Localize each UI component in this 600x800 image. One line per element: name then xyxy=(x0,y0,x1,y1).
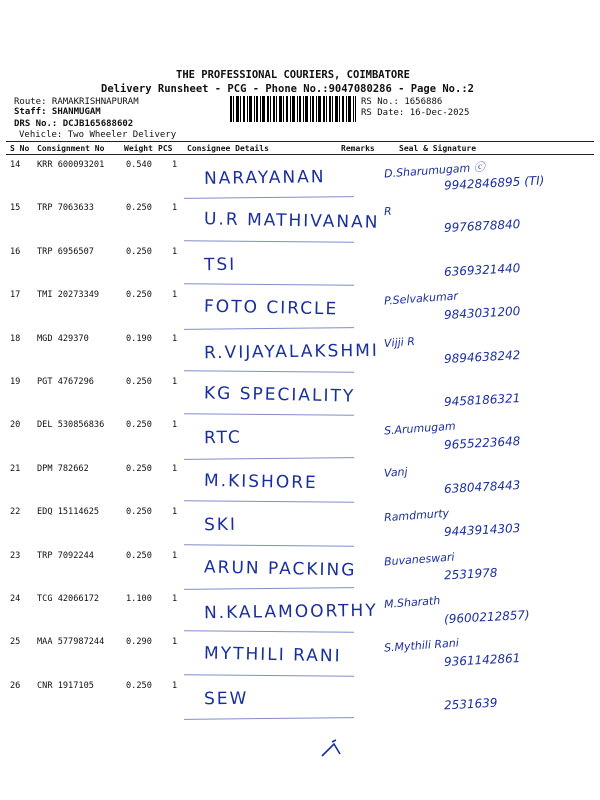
row-phone-handwritten: 9942846895 (TI) xyxy=(443,173,545,193)
pen-mark xyxy=(318,738,348,760)
row-divider xyxy=(184,587,354,590)
row-sno: 25 xyxy=(10,637,21,648)
row-phone-handwritten: 2531639 xyxy=(443,695,498,713)
row-sno: 20 xyxy=(10,420,21,431)
row-consignment-no: MGD 429370 xyxy=(37,333,89,344)
row-pcs: 1 xyxy=(172,333,178,344)
row-weight: 0.250 xyxy=(126,507,152,518)
row-phone-handwritten: 9655223648 xyxy=(443,434,521,453)
row-sno: 18 xyxy=(10,333,21,344)
row-consignee-handwritten: U.R MATHIVANAN xyxy=(203,209,380,234)
row-consignee-handwritten: N.KALAMOORTHY xyxy=(203,600,378,624)
row-sno: 19 xyxy=(10,377,21,387)
row-pcs: 1 xyxy=(172,290,178,301)
row-sno: 21 xyxy=(10,463,21,474)
row-sno: 24 xyxy=(10,594,21,604)
row-consignee-handwritten: FOTO CIRCLE xyxy=(203,296,339,320)
row-weight: 0.250 xyxy=(126,420,152,431)
row-phone-handwritten: 9458186321 xyxy=(443,391,521,409)
row-sno: 17 xyxy=(10,290,21,301)
row-weight: 0.250 xyxy=(126,377,152,387)
row-pcs: 1 xyxy=(172,680,178,691)
row-consignee-handwritten: R.VIJAYALAKSHMI xyxy=(203,340,380,363)
row-divider xyxy=(184,674,354,676)
row-pcs: 1 xyxy=(172,637,178,648)
row-signature-handwritten: Buvaneswari xyxy=(383,550,455,569)
row-divider xyxy=(184,327,354,330)
row-consignee-handwritten: RTC xyxy=(203,428,242,449)
row-divider xyxy=(184,283,354,285)
row-consignment-no: TCG 42066172 xyxy=(37,594,100,604)
row-sno: 14 xyxy=(10,160,21,170)
row-phone-handwritten: 9361142861 xyxy=(443,651,521,670)
row-phone-handwritten: 9443914303 xyxy=(443,521,521,540)
row-divider xyxy=(184,457,354,460)
row-phone-handwritten: 6380478443 xyxy=(443,477,521,496)
row-consignee-handwritten: KG SPECIALITY xyxy=(203,383,356,407)
row-consignment-no: TRP 7063633 xyxy=(37,203,94,214)
vehicle-label: Vehicle: Two Wheeler Delivery xyxy=(19,130,177,140)
row-weight: 0.250 xyxy=(126,463,152,474)
row-phone-handwritten: 2531978 xyxy=(443,565,498,582)
col-sno: S No xyxy=(10,144,30,153)
row-pcs: 1 xyxy=(172,203,178,214)
company-title: THE PROFESSIONAL COURIERS, COIMBATORE xyxy=(176,69,410,81)
row-signature-handwritten: Vijji R xyxy=(383,334,416,350)
row-signature-handwritten: D.Sharumugam ⓒ xyxy=(383,160,486,181)
row-signature-handwritten: S.Mythili Rani xyxy=(383,636,460,655)
row-weight: 0.250 xyxy=(126,680,152,691)
row-consignment-no: PGT 4767296 xyxy=(37,377,94,387)
col-pcs: PCS xyxy=(158,144,173,153)
row-divider xyxy=(184,544,354,546)
row-divider xyxy=(184,500,354,502)
row-consignee-handwritten: MYTHILI RANI xyxy=(203,643,342,667)
row-consignee-handwritten: ARUN PACKING xyxy=(203,556,357,581)
row-pcs: 1 xyxy=(172,550,178,561)
row-sno: 15 xyxy=(10,203,21,214)
rs-number: RS No.: 1656886 xyxy=(361,97,443,107)
row-pcs: 1 xyxy=(172,246,178,257)
row-weight: 0.250 xyxy=(126,550,152,561)
barcode-image xyxy=(230,96,356,122)
row-divider xyxy=(184,631,354,633)
row-signature-handwritten: Vanj xyxy=(383,464,409,480)
row-divider xyxy=(184,414,354,416)
header-top-rule xyxy=(6,141,594,142)
row-sno: 23 xyxy=(10,550,21,561)
route-label: Route: RAMAKRISHNAPURAM xyxy=(14,97,139,107)
row-divider xyxy=(184,240,354,242)
row-consignee-handwritten: NARAYANAN xyxy=(203,167,326,189)
row-signature-handwritten: R xyxy=(383,205,393,219)
row-phone-handwritten: 9843031200 xyxy=(443,304,521,323)
staff-label: Staff: SHANMUGAM xyxy=(14,107,101,117)
row-consignee-handwritten: TSI xyxy=(203,254,237,276)
row-phone-handwritten: 9894638242 xyxy=(443,347,521,366)
row-weight: 1.100 xyxy=(126,594,152,604)
row-signature-handwritten: S.Arumugam xyxy=(383,419,456,438)
row-weight: 0.540 xyxy=(126,160,152,170)
row-sno: 22 xyxy=(10,507,21,518)
row-pcs: 1 xyxy=(172,377,178,387)
row-consignment-no: TRP 6956507 xyxy=(37,246,94,257)
row-consignment-no: TRP 7092244 xyxy=(37,550,94,561)
row-consignment-no: DPM 782662 xyxy=(37,463,89,474)
row-weight: 0.190 xyxy=(126,333,152,344)
row-consignment-no: TMI 20273349 xyxy=(37,290,100,301)
row-consignee-handwritten: SKI xyxy=(203,514,238,536)
col-consignment: Consignment No xyxy=(37,144,105,153)
row-signature-handwritten: P.Selvakumar xyxy=(383,289,459,308)
row-weight: 0.290 xyxy=(126,637,152,648)
col-weight: Weight xyxy=(124,144,153,153)
row-pcs: 1 xyxy=(172,507,178,518)
row-divider xyxy=(184,370,354,372)
row-consignee-handwritten: SEW xyxy=(203,688,249,710)
row-pcs: 1 xyxy=(172,160,178,170)
row-consignment-no: MAA 577987244 xyxy=(37,637,105,648)
row-consignment-no: DEL 530856836 xyxy=(37,420,105,431)
header-bottom-rule xyxy=(6,154,594,155)
col-seal-signature: Seal & Signature xyxy=(399,144,477,153)
row-phone-handwritten: (9600212857) xyxy=(443,607,531,627)
row-signature-handwritten: M.Sharath xyxy=(383,594,441,611)
row-weight: 0.250 xyxy=(126,203,152,214)
row-pcs: 1 xyxy=(172,420,178,431)
row-weight: 0.250 xyxy=(126,246,152,257)
row-consignment-no: CNR 1917105 xyxy=(37,680,94,691)
row-sno: 26 xyxy=(10,680,21,691)
col-remarks: Remarks xyxy=(341,144,375,153)
row-phone-handwritten: 9976878840 xyxy=(443,217,521,236)
row-pcs: 1 xyxy=(172,594,178,604)
row-weight: 0.250 xyxy=(126,290,152,301)
rs-date: RS Date: 16-Dec-2025 xyxy=(361,108,470,118)
row-divider xyxy=(184,197,354,200)
row-sno: 16 xyxy=(10,246,21,257)
drs-number: DRS No.: DCJB165688602 xyxy=(14,119,134,129)
row-divider xyxy=(184,717,354,720)
row-consignee-handwritten: M.KISHORE xyxy=(203,470,318,493)
row-consignment-no: KRR 600093201 xyxy=(37,160,105,170)
row-phone-handwritten: 6369321440 xyxy=(443,260,521,279)
col-consignee: Consignee Details xyxy=(187,144,269,153)
runsheet-title: Delivery Runsheet - PCG - Phone No.:9047080286 - Page No.:2 xyxy=(101,83,474,95)
row-signature-handwritten: Ramdmurty xyxy=(383,506,450,525)
row-consignment-no: EDQ 15114625 xyxy=(37,507,100,518)
row-pcs: 1 xyxy=(172,463,178,474)
